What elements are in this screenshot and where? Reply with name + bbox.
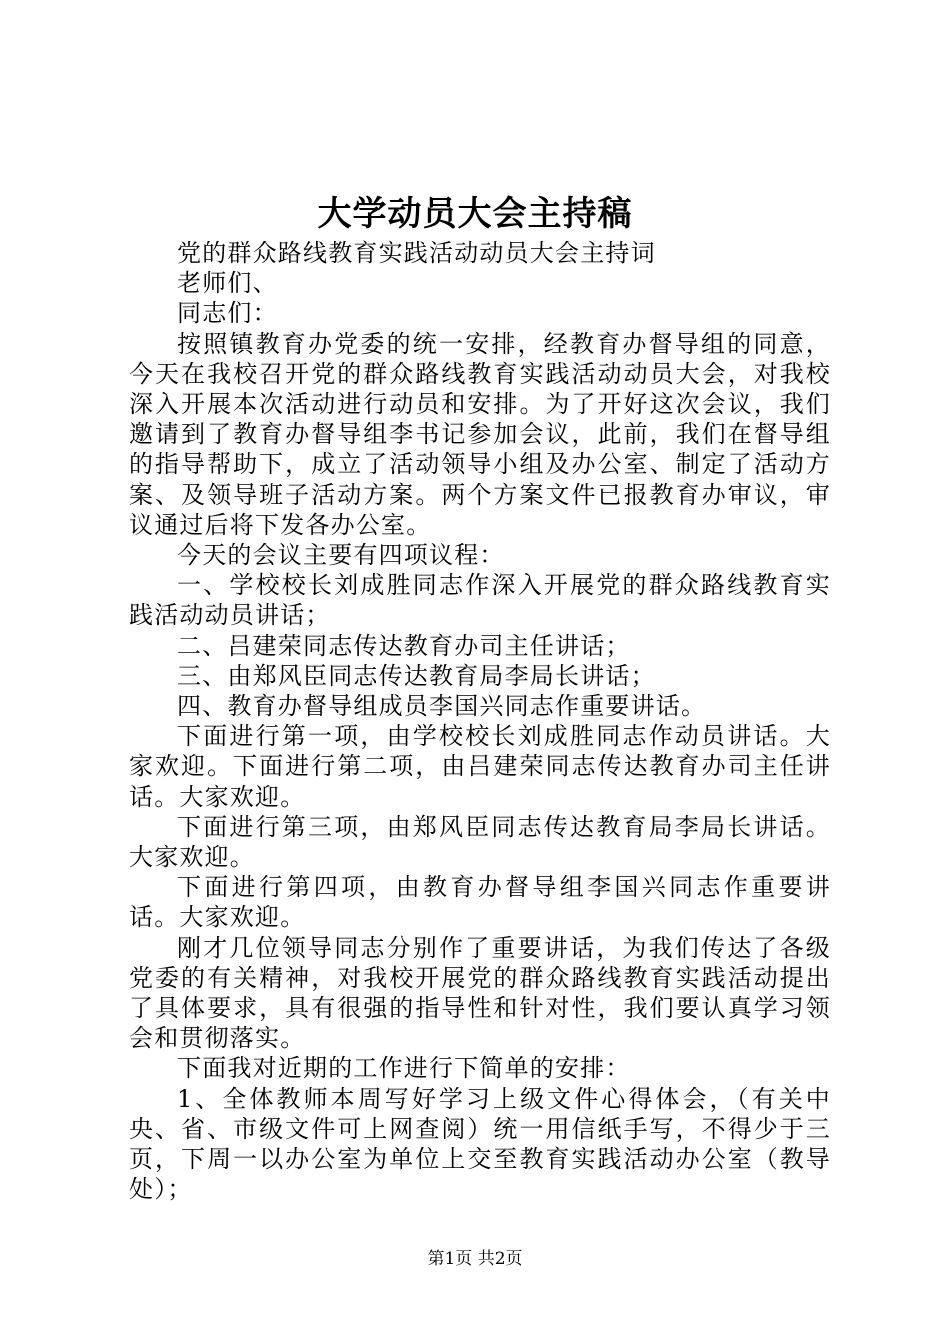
page-footer: 第1页 共2页 xyxy=(427,1249,523,1269)
paragraph-subtitle: 党的群众路线教育实践活动动员大会主持词 xyxy=(177,239,656,267)
document-body xyxy=(129,238,831,1205)
paragraph-item-4: 下面进行第四项，由教育办督导组李国兴同志作重要讲话。大家欢迎。 xyxy=(129,873,831,932)
paragraph-salutation-comrades: 同志们： xyxy=(177,299,278,328)
paragraph-opening: 按照镇教育办党委的统一安排，经教育办督导组的同意，今天在我校召开党的群众路线教育实践活动动员大会，对我校深入开展本次活动进行动员和安排。为了开好这次会议，我们邀请到了教育办督导组李书记参加会议，此前，我们在督导组的指导帮助下，成立了活动领导小组及办公室、制定了活动方案、及领导班子活动方案。两个方案文件已报教育办审议，审议通过后将下发各办公室。 xyxy=(129,329,831,539)
paragraph-agenda-item-1: 一、学校校长刘成胜同志作深入开展党的群众路线教育实践活动动员讲话； xyxy=(129,571,831,630)
paragraph-arrangement-intro: 下面我对近期的工作进行下简单的安排： xyxy=(177,1054,631,1083)
paragraph-summary: 刚才几位领导同志分别作了重要讲话，为我们传达了各级党委的有关精神，对我校开展党的群众路线教育实践活动提出了具体要求，具有很强的指导性和针对性，我们要认真学习领会和贯彻落实。 xyxy=(129,933,831,1053)
paragraph-agenda-item-2: 二、吕建荣同志传达教育办司主任讲话； xyxy=(177,631,631,660)
paragraph-arrangement-1: 1、全体教师本周写好学习上级文件心得体会，（有关中央、省、市级文件可上网查阅）统一用信纸手写，不得少于三页，下周一以办公室为单位上交至教育实践活动办公室（教导处）； xyxy=(129,1084,831,1204)
document-title: 大学动员大会主持稿 xyxy=(317,194,633,234)
paragraph-agenda-item-3: 三、由郑风臣同志传达教育局李局长讲话； xyxy=(177,661,656,690)
paragraph-agenda-intro: 今天的会议主要有四项议程： xyxy=(177,541,505,570)
paragraph-item-1-2: 下面进行第一项，由学校校长刘成胜同志作动员讲话。大家欢迎。下面进行第二项，由吕建荣同志传达教育办司主任讲话。大家欢迎。 xyxy=(129,722,831,811)
paragraph-agenda-item-4: 四、教育办督导组成员李国兴同志作重要讲话。 xyxy=(177,692,707,721)
paragraph-item-3: 下面进行第三项，由郑风臣同志传达教育局李局长讲话。大家欢迎。 xyxy=(129,812,831,872)
paragraph-salutation-teachers: 老师们、 xyxy=(177,269,278,298)
